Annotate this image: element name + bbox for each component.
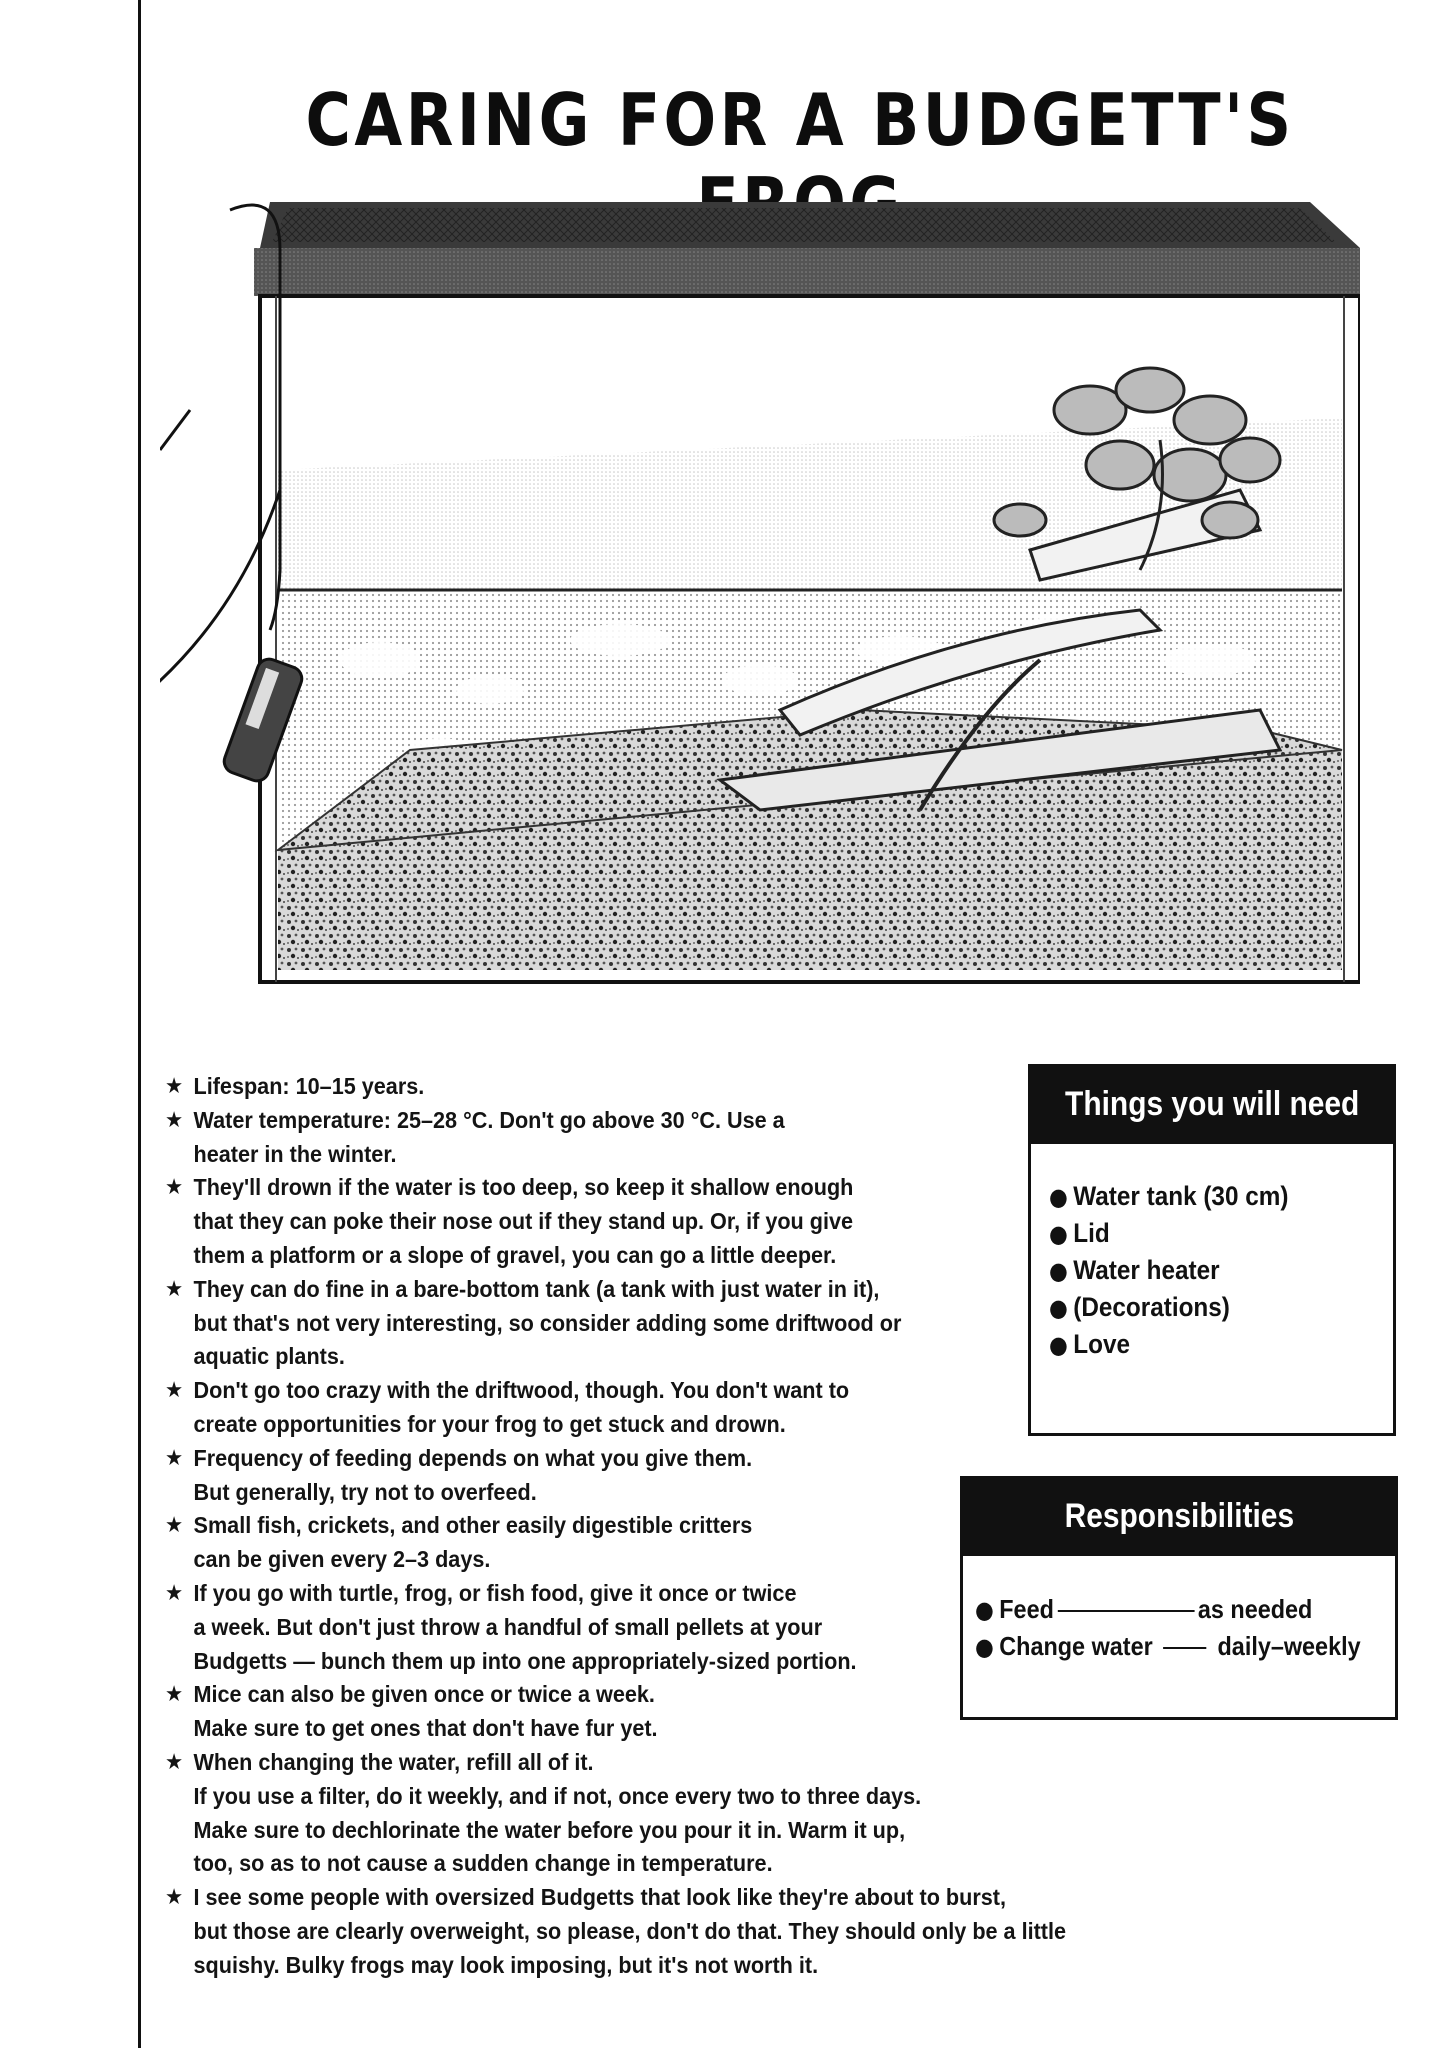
need-item bbox=[1049, 1215, 1359, 1252]
star-bullet-icon: ★ bbox=[165, 1885, 184, 1911]
tip-line: but that's not very interesting, so consider adding some driftwood or bbox=[193, 1309, 902, 1336]
tip-item bbox=[165, 1881, 1067, 1982]
tip-item bbox=[165, 1746, 1048, 1881]
tip-line: When changing the water, refill all of it. bbox=[193, 1748, 594, 1775]
dot-bullet-icon: ● bbox=[1049, 1294, 1068, 1322]
needs-list bbox=[1031, 1144, 1393, 1363]
leader-dash bbox=[1057, 1610, 1194, 1612]
tip-line: Small fish, crickets, and other easily digestible critters bbox=[193, 1512, 753, 1539]
tip-item bbox=[165, 1678, 1048, 1746]
responsibility-frequency: daily–weekly bbox=[1217, 1631, 1361, 1661]
tip-item bbox=[165, 1577, 1048, 1678]
dot-bullet-icon: ● bbox=[1049, 1220, 1068, 1248]
tip-item bbox=[165, 1273, 1048, 1374]
tip-line: But generally, try not to overfeed. bbox=[193, 1478, 537, 1505]
dot-bullet-icon: ● bbox=[975, 1596, 994, 1624]
need-item-label: Lid bbox=[1073, 1218, 1110, 1248]
star-bullet-icon: ★ bbox=[165, 1580, 184, 1606]
dot-bullet-icon: ● bbox=[1049, 1331, 1068, 1359]
need-item bbox=[1049, 1289, 1359, 1326]
page-title: CARING FOR A BUDGETT'S bbox=[305, 78, 1295, 162]
tip-line: Don't go too crazy with the driftwood, though. You don't want to bbox=[193, 1377, 850, 1404]
tip-line: Make sure to get ones that don't have fur yet. bbox=[193, 1715, 658, 1742]
responsibility-row bbox=[975, 1628, 1361, 1665]
tip-line: squishy. Bulky frogs may look imposing, but it's not worth it. bbox=[193, 1951, 819, 1978]
tip-line: but those are clearly overweight, so please, don't do that. They should only be a little bbox=[193, 1917, 1067, 1944]
things-you-will-need-heading: Things you will need bbox=[1031, 1067, 1393, 1144]
responsibilities-list bbox=[963, 1556, 1395, 1665]
tip-line: a week. But don't just throw a handful of small pellets at your bbox=[193, 1613, 823, 1640]
tip-line: Water temperature: 25–28 °C. Don't go above 30 °C. Use a bbox=[193, 1106, 785, 1133]
tip-line: create opportunities for your frog to get stuck and drown. bbox=[193, 1410, 786, 1437]
dot-bullet-icon: ● bbox=[1049, 1183, 1068, 1211]
need-item-label: Water tank (30 cm) bbox=[1073, 1181, 1289, 1211]
need-item-label: Love bbox=[1073, 1329, 1130, 1359]
need-item bbox=[1049, 1326, 1359, 1363]
need-item bbox=[1049, 1178, 1359, 1215]
tip-item bbox=[165, 1374, 1048, 1442]
tip-line: If you go with turtle, frog, or fish food, give it once or twice bbox=[193, 1579, 797, 1606]
responsibility-row bbox=[975, 1591, 1353, 1628]
star-bullet-icon: ★ bbox=[165, 1445, 184, 1471]
need-item-label: (Decorations) bbox=[1073, 1292, 1230, 1322]
star-bullet-icon: ★ bbox=[165, 1175, 184, 1201]
tip-line: that they can poke their nose out if they stand up. Or, if you give bbox=[193, 1208, 854, 1235]
tip-item bbox=[165, 1104, 1048, 1172]
dot-bullet-icon: ● bbox=[1049, 1257, 1068, 1285]
tip-line: Make sure to dechlorinate the water before you pour it in. Warm it up, bbox=[193, 1816, 906, 1843]
tip-item bbox=[165, 1171, 1048, 1272]
tip-line: them a platform or a slope of gravel, you can go a little deeper. bbox=[193, 1241, 837, 1268]
tip-line: They can do fine in a bare-bottom tank (a tank with just water in it), bbox=[193, 1275, 880, 1302]
responsibility-task: Change water bbox=[999, 1631, 1153, 1661]
tip-line: Lifespan: 10–15 years. bbox=[193, 1073, 425, 1099]
tip-line: heater in the winter. bbox=[193, 1140, 397, 1167]
page-gutter-rule bbox=[138, 0, 141, 2048]
tip-item bbox=[165, 1070, 1048, 1104]
tip-line: Frequency of feeding depends on what you give them. bbox=[193, 1444, 753, 1471]
responsibility-task: Feed bbox=[999, 1594, 1054, 1624]
star-bullet-icon: ★ bbox=[165, 1107, 184, 1133]
tip-line: can be given every 2–3 days. bbox=[193, 1546, 491, 1573]
tip-line: I see some people with oversized Budgetts that look like they're about to burst, bbox=[193, 1884, 1006, 1911]
responsibilities-box bbox=[960, 1476, 1398, 1720]
tip-item bbox=[165, 1509, 1048, 1577]
star-bullet-icon: ★ bbox=[165, 1276, 184, 1302]
tip-line: They'll drown if the water is too deep, so keep it shallow enough bbox=[193, 1174, 854, 1201]
things-you-will-need-box bbox=[1028, 1064, 1396, 1436]
leader-dash bbox=[1164, 1647, 1207, 1649]
responsibility-frequency: as needed bbox=[1197, 1594, 1313, 1624]
aquarium-illustration-icon bbox=[160, 190, 1360, 1010]
need-item-label: Water heater bbox=[1073, 1255, 1220, 1285]
dot-bullet-icon: ● bbox=[975, 1633, 994, 1661]
star-bullet-icon: ★ bbox=[165, 1682, 184, 1708]
star-bullet-icon: ★ bbox=[165, 1378, 184, 1404]
tip-line: If you use a filter, do it weekly, and if not, once every two to three days. bbox=[193, 1782, 922, 1809]
responsibilities-heading: Responsibilities bbox=[963, 1479, 1395, 1556]
tip-line: aquatic plants. bbox=[193, 1343, 345, 1370]
star-bullet-icon: ★ bbox=[165, 1749, 184, 1775]
tip-line: Budgetts — bunch them up into one appropriately-sized portion. bbox=[193, 1647, 857, 1674]
tip-line: Mice can also be given once or twice a week. bbox=[193, 1681, 655, 1708]
star-bullet-icon: ★ bbox=[165, 1074, 184, 1099]
tip-line: too, so as to not cause a sudden change in temperature. bbox=[193, 1850, 773, 1877]
tip-item bbox=[165, 1442, 1048, 1510]
need-item bbox=[1049, 1252, 1359, 1289]
star-bullet-icon: ★ bbox=[165, 1513, 184, 1539]
